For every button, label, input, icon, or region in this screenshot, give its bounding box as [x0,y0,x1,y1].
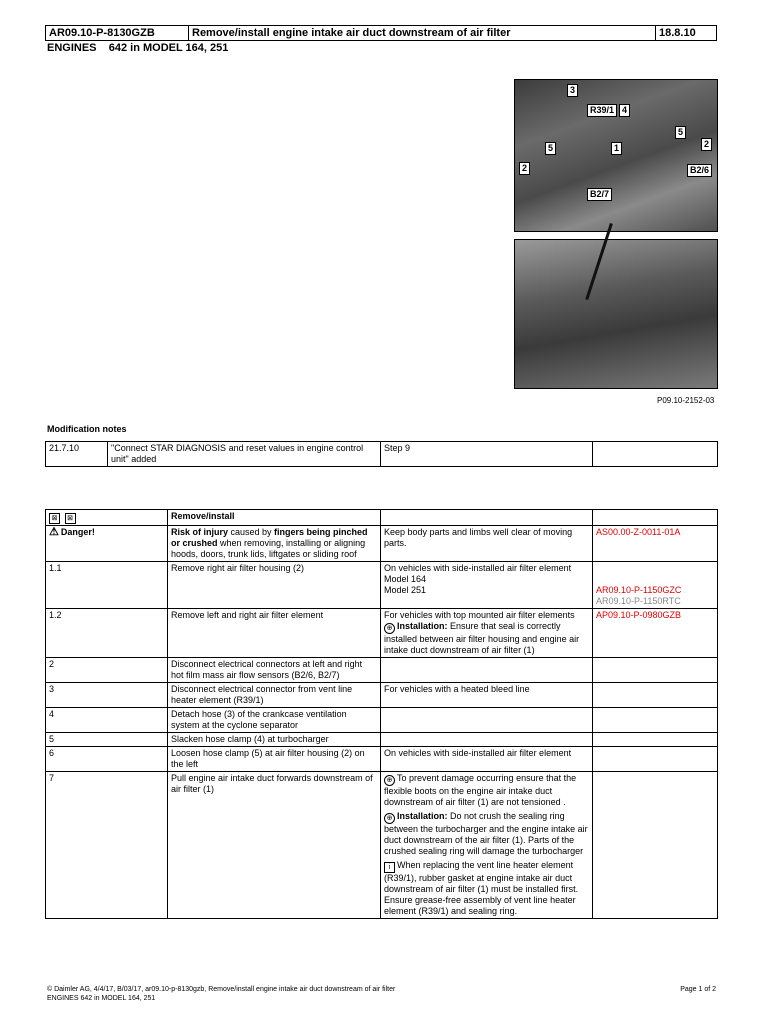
callout-1: 1 [611,142,622,155]
table-row: 2 Disconnect electrical connectors at left and right hot film mass air flow sensors (B2/6, B2/7) [46,658,718,683]
callout-4: 4 [619,104,630,117]
ref-link-model164[interactable]: AR09.10-P-1150GZC [596,585,682,595]
callout-3: 3 [567,84,578,97]
remove-icon: ⊠ [49,513,60,524]
callout-2-right: 2 [701,138,712,151]
figure-caption: P09.10-2152-03 [657,396,715,405]
damage-prevention-icon: ⊕ [384,775,395,786]
table-row: 3 Disconnect electrical connector from vent line heater element (R39/1) For vehicles with a heated bleed line [46,683,718,708]
doc-subtitle: ENGINES 642 in MODEL 164, 251 [47,42,229,54]
table-row: 1.2 Remove left and right air filter element For vehicles with top mounted air filter elements ⊕ Installation: Ensure that seal is correctly installed between air filter housing and engine air intake duct downstream of air filter (1) AP09.10-P-0980GZB [46,609,718,658]
danger-label: Danger! [60,527,95,537]
doc-id: AR09.10-P-8130GZB [46,26,189,41]
danger-ref-link[interactable]: AS00.00-Z-0011-01A [593,526,718,562]
table-row: 4 Detach hose (3) of the crankcase ventilation system at the cyclone separator [46,708,718,733]
callout-b2-7: B2/7 [587,188,612,201]
doc-date: 18.8.10 [656,26,717,41]
mod-extra [593,442,718,467]
engine-bay-photo [514,239,718,389]
installation-icon: ⊕ [384,813,395,824]
footer [47,985,395,1003]
table-row: 7 Pull engine air intake duct forwards downstream of air filter (1) ⊕ To prevent damage occurring ensure that the flexible boots on the engine air intake duct downstream of air filter (1) are not tensioned . ⊕ Installation: Do not crush the sealing ring between the turbocharger and the engine intake air duct downstream of the air filter (1). Parts of the crushed sealing ring will damage the turbocharger i When replacing the vent line heater element (R39/1), rubber gasket at engine intake air duct downstream of air filter (1) must be installed first. Ensure grease-free assembly of vent line heater element (R39/1) and sealing ring. [46,772,718,919]
table-row [46,442,718,467]
info-icon: i [384,862,395,873]
ref-link-model251[interactable]: AR09.10-P-1150RTC [596,596,681,606]
callout-5-left: 5 [545,142,556,155]
header-icons [46,510,168,526]
modification-notes-title: Modification notes [47,424,127,434]
steps-table [45,509,718,919]
installation-icon: ⊕ [384,623,395,634]
mod-text: "Connect STAR DIAGNOSIS and reset values in engine control unit" added [108,442,381,467]
header-label: Remove/install [168,510,381,526]
footer-engines: ENGINES 642 in MODEL 164, 251 [47,995,156,1002]
page-number: Page 1 of 2 [680,986,716,993]
mod-date: 21.7.10 [46,442,108,467]
install-icon: ⊠ [65,513,76,524]
callout-b2-6: B2/6 [687,164,712,177]
ref-link-filter-element[interactable]: AP09.10-P-0980GZB [593,609,718,658]
doc-title: Remove/install engine intake air duct downstream of air filter [189,26,656,41]
danger-measure: Keep body parts and limbs well clear of moving parts. [381,526,593,562]
engine-detail-photo [514,79,718,232]
callout-2-left: 2 [519,162,530,175]
callout-r39-1: R39/1 [587,104,617,117]
warning-triangle-icon: ⚠ [49,526,59,538]
table-header-row [46,510,718,526]
table-row: 5 Slacken hose clamp (4) at turbocharger [46,733,718,747]
document-header [45,25,717,41]
danger-risk: Risk of injury caused by fingers being pinched or crushed when removing, installing or aligning hoods, doors, trunk lids, liftgates or sliding roof [168,526,381,562]
table-row: 6 Loosen hose clamp (5) at air filter housing (2) on the left On vehicles with side-installed air filter element [46,747,718,772]
footer-copyright: © Daimler AG, 4/4/17, B/03/17, ar09.10-p-8130gzb, Remove/install engine intake air duct downstream of air filter [47,986,396,993]
modification-notes-table [45,441,718,467]
callout-5-right: 5 [675,126,686,139]
table-row: 1.1 Remove right air filter housing (2) On vehicles with side-installed air filter element Model 164 Model 251 AR09.10-P-1150GZC AR09.10-P-1150RTC [46,562,718,609]
mod-step: Step 9 [381,442,593,467]
table-row [46,526,718,562]
